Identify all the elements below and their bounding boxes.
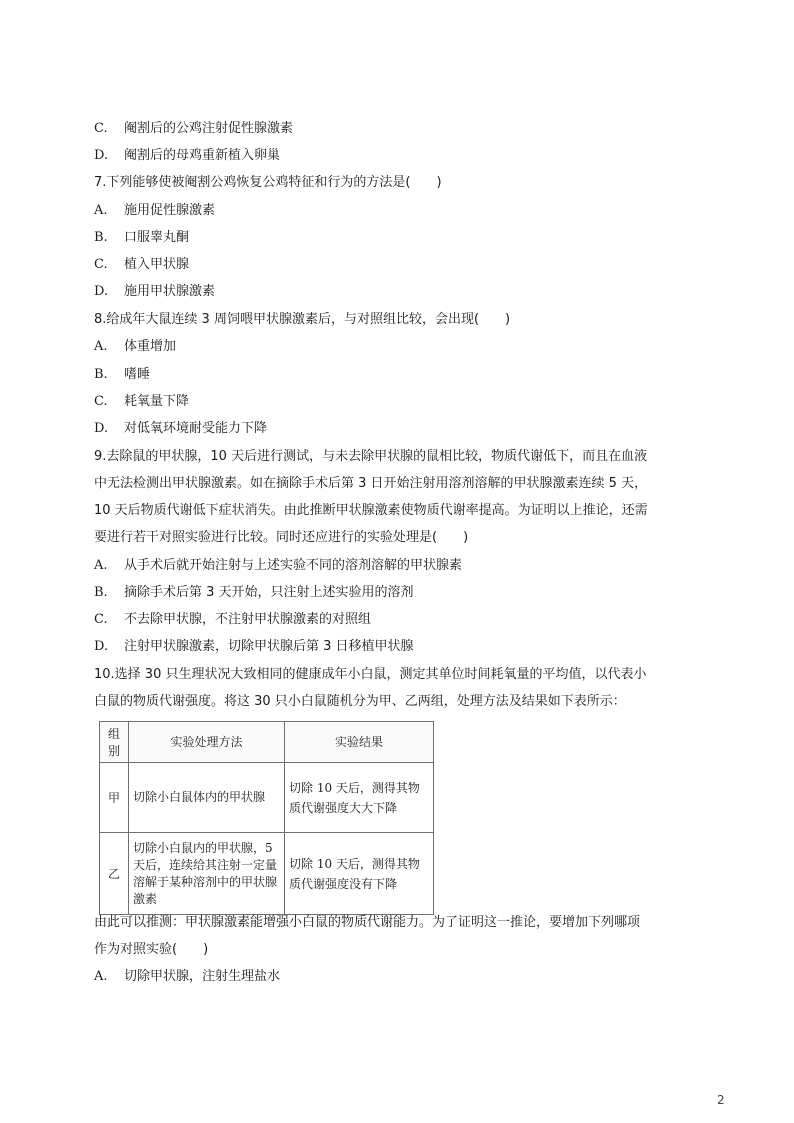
table-cell-result: 切除 10 天后，测得其物质代谢强度没有下降: [285, 833, 434, 915]
question-9-line: [94, 529, 468, 547]
option-label: A.: [94, 339, 108, 354]
table-cell-group: 甲: [100, 763, 129, 833]
question-10-line: [94, 941, 208, 959]
question-10-line: [94, 666, 646, 684]
option-line: [94, 338, 176, 356]
question-text: 7.下列能够使被阉割公鸡恢复公鸡特征和行为的方法是( ): [94, 175, 442, 190]
option-line: [94, 256, 189, 274]
option-line: [94, 202, 215, 220]
option-label: C.: [94, 612, 108, 627]
option-line: [94, 229, 189, 247]
table-row: [100, 833, 434, 915]
option-text: 植入甲状腺: [124, 257, 190, 272]
option-label: A.: [94, 969, 108, 984]
table-cell-group: 乙: [100, 833, 129, 915]
option-text: 口服睾丸酮: [124, 230, 190, 245]
option-label: D.: [94, 639, 109, 654]
option-text: 注射甲状腺激素，切除甲状腺后第 3 日移植甲状腺: [124, 639, 414, 654]
experiment-table: [99, 721, 434, 915]
table-row: [100, 763, 434, 833]
option-text: 不去除甲状腺，不注射甲状腺激素的对照组: [124, 612, 372, 627]
option-line: [94, 283, 215, 301]
option-line: [94, 120, 293, 138]
option-text: 从手术后就开始注射与上述实验不同的溶剂溶解的甲状腺素: [124, 558, 463, 573]
option-label: A.: [94, 558, 108, 573]
option-text: 耗氧量下降: [124, 394, 190, 409]
question-text: 由此可以推测：甲状腺激素能增强小白鼠的物质代谢能力。为了证明这一推论，要增加下列哪项: [94, 915, 641, 930]
table-cell-method: 切除小白鼠体内的甲状腺: [129, 763, 285, 833]
option-label: A.: [94, 203, 108, 218]
option-text: 对低氧环境耐受能力下降: [124, 421, 268, 436]
question-text: 作为对照实验( ): [94, 942, 209, 957]
option-line: [94, 420, 267, 438]
question-text: 要进行若干对照实验进行比较。同时还应进行的实验处理是( ): [94, 530, 469, 545]
question-text: 8.给成年大鼠连续 3 周饲喂甲状腺激素后，与对照组比较，会出现( ): [94, 312, 511, 327]
option-line: [94, 584, 414, 602]
option-text: 施用促性腺激素: [124, 203, 216, 218]
option-label: D.: [94, 284, 109, 299]
option-label: C.: [94, 121, 108, 136]
page-number: 2: [717, 1093, 725, 1107]
question-text: 10.选择 30 只生理状况大致相同的健康成年小白鼠，测定其单位时间耗氧量的平均值，以代表小: [94, 667, 647, 682]
option-text: 阉割后的公鸡注射促性腺激素: [124, 121, 294, 136]
table-header: 实验处理方法: [129, 722, 285, 763]
question-9-line: [94, 502, 648, 520]
option-label: C.: [94, 257, 108, 272]
option-text: 体重增加: [124, 339, 177, 354]
option-text: 阉割后的母鸡重新植入卵巢: [124, 148, 281, 163]
option-text: 切除甲状腺，注射生理盐水: [124, 969, 281, 984]
table-header: 组别: [100, 722, 129, 763]
question-9-line: [94, 475, 647, 493]
option-label: B.: [94, 585, 108, 600]
option-text: 施用甲状腺激素: [124, 284, 216, 299]
option-label: B.: [94, 230, 108, 245]
question-10-line: [94, 914, 640, 932]
table-header-row: [100, 722, 434, 763]
option-line: [94, 147, 280, 165]
question-text: 中无法检测出甲状腺激素。如在摘除手术后第 3 日开始注射用溶剂溶解的甲状腺激素连续 5 天，: [94, 476, 648, 491]
question-8: [94, 311, 510, 329]
question-text: 10 天后物质代谢低下症状消失。由此推断甲状腺激素使物质代谢率提高。为证明以上推论，还需: [94, 503, 648, 518]
question-text: 白鼠的物质代谢强度。将这 30 只小白鼠随机分为甲、乙两组，处理方法及结果如下表所示：: [94, 694, 626, 709]
option-line: [94, 968, 280, 986]
option-line: [94, 638, 414, 656]
option-line: [94, 611, 371, 629]
table-header: 实验结果: [285, 722, 434, 763]
question-10-line: [94, 693, 626, 711]
table-cell-method: 切除小白鼠内的甲状腺，5 天后，连续给其注射一定量溶解于某种溶剂中的甲状腺激素: [129, 833, 285, 915]
option-text: 嗜睡: [124, 367, 151, 382]
option-label: D.: [94, 421, 109, 436]
option-line: [94, 393, 189, 411]
option-label: C.: [94, 394, 108, 409]
option-line: [94, 366, 150, 384]
question-9-line: [94, 448, 647, 466]
question-text: 9.去除鼠的甲状腺，10 天后进行测试，与未去除甲状腺的鼠相比较，物质代谢低下，而且在血液: [94, 449, 648, 464]
option-label: D.: [94, 148, 109, 163]
question-7: [94, 174, 442, 192]
table-cell-result: 切除 10 天后，测得其物质代谢强度大大下降: [285, 763, 434, 833]
option-text: 摘除手术后第 3 天开始，只注射上述实验用的溶剂: [124, 585, 414, 600]
option-line: [94, 557, 462, 575]
option-label: B.: [94, 367, 108, 382]
